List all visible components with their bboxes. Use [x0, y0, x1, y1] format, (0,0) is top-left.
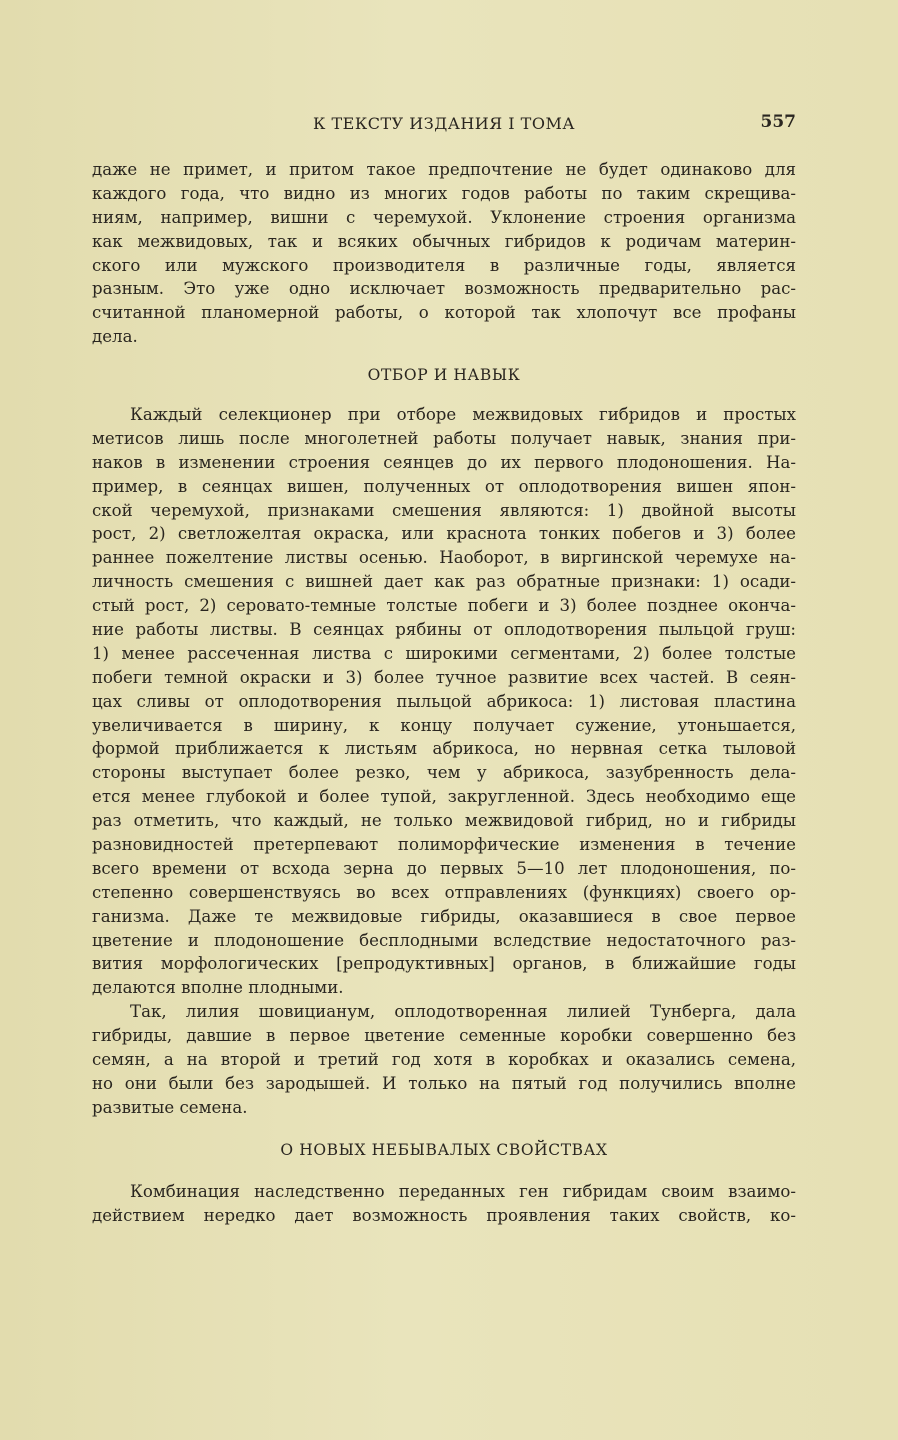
running-title: К ТЕКСТУ ИЗДАНИЯ I ТОМА [313, 114, 575, 133]
text-line: цах сливы от оплодотворения пыльцой абрикоса: 1) листовая пластина [92, 691, 796, 711]
text-line: увеличивается в ширину, к концу получает сужение, утоньшается, [92, 715, 796, 735]
intro-paragraph [92, 158, 796, 349]
text-line: ской черемухой, признаками смешения являются: 1) двойной высоты [92, 500, 796, 520]
text-line: Так, лилия шовицианум, оплодотворенная лилией Тунберга, дала [130, 1002, 796, 1022]
text-line: действием нередко дает возможность проявления таких свойств, ко- [92, 1205, 796, 1225]
section-heading-new-properties: О НОВЫХ НЕБЫВАЛЫХ СВОЙСТВАХ [280, 1141, 608, 1159]
text-line: 1) менее рассеченная листва с широкими сегментами, 2) более толстые [92, 643, 796, 663]
text-line: раннее пожелтение листвы осенью. Наоборот, в виргинской черемухе на- [92, 548, 796, 568]
text-line: развитые семена. [92, 1097, 248, 1117]
text-line: ние работы листвы. В сеянцах рябины от оплодотворения пыльцой груш: [92, 620, 796, 640]
page-header [92, 114, 796, 138]
text-line: даже не примет, и притом такое предпочтение не будет одинаково для [92, 160, 796, 179]
text-line: ниям, например, вишни с черемухой. Уклонение строения организма [92, 207, 796, 227]
paragraph-new-properties [92, 1180, 796, 1228]
paragraph-selection-skill [92, 403, 796, 1120]
text-line: стый рост, 2) серовато-темные толстые побеги и 3) более позднее оконча- [92, 596, 796, 616]
text-line: степенно совершенствуясь во всех отправлениях (функциях) своего ор- [92, 882, 796, 902]
text-line: как межвидовых, так и всяких обычных гибридов к родичам материн- [92, 231, 796, 251]
text-line: пример, в сеянцах вишен, полученных от оплодотворения вишен япон- [92, 476, 796, 496]
text-line: Каждый селекционер при отборе межвидовых гибридов и простых [130, 405, 796, 424]
text-line: каждого года, что видно из многих годов работы по таким скрещива- [92, 183, 796, 203]
text-line: дела. [92, 327, 138, 347]
text-line: стороны выступает более резко, чем у абрикоса, зазубренность дела- [92, 763, 796, 783]
text-line: семян, а на второй и третий год хотя в коробках и оказались семена, [92, 1050, 796, 1070]
text-line: Комбинация наследственно переданных ген гибридам своим взаимо- [130, 1182, 796, 1201]
text-line: рост, 2) светложелтая окраска, или краснота тонких побегов и 3) более [92, 524, 796, 544]
text-line: наков в изменении строения сеянцев до их первого плодоношения. На- [92, 452, 796, 472]
text-line: всего времени от всхода зерна до первых 5—10 лет плодоношения, по- [92, 858, 796, 878]
section-heading-selection: ОТБОР И НАВЫК [367, 366, 521, 384]
text-line: делаются вполне плодными. [92, 978, 344, 998]
text-line: разным. Это уже одно исключает возможность предварительно рас- [92, 279, 796, 299]
text-line: ского или мужского производителя в различные годы, является [92, 255, 796, 275]
text-line: гибриды, давшие в первое цветение семенные коробки совершенно без [92, 1026, 796, 1046]
text-line: побеги темной окраски и 3) более тучное развитие всех частей. В сеян- [92, 667, 796, 687]
text-line: вития морфологических [репродуктивных] органов, в ближайшие годы [92, 954, 796, 974]
text-line: личность смешения с вишней дает как раз обратные признаки: 1) осади- [92, 572, 796, 592]
text-line: разновидностей претерпевают полиморфические изменения в течение [92, 835, 796, 855]
text-line: но они были без зародышей. И только на пятый год получились вполне [92, 1073, 796, 1093]
text-line: ганизма. Даже те межвидовые гибриды, оказавшиеся в свое первое [92, 906, 796, 926]
text-line: раз отметить, что каждый, не только межвидовой гибрид, но и гибриды [92, 811, 796, 831]
text-line: формой приближается к листьям абрикоса, но нервная сетка тыловой [92, 739, 796, 759]
text-line: считанной планомерной работы, о которой так хлопочут все профаны [92, 303, 796, 323]
page-number: 557 [760, 112, 796, 132]
text-line: ется менее глубокой и более тупой, закругленной. Здесь необходимо еще [92, 787, 796, 807]
text-line: цветение и плодоношение бесплодными вследствие недостаточного раз- [92, 930, 796, 950]
text-line: метисов лишь после многолетней работы получает навык, знания при- [92, 428, 796, 448]
